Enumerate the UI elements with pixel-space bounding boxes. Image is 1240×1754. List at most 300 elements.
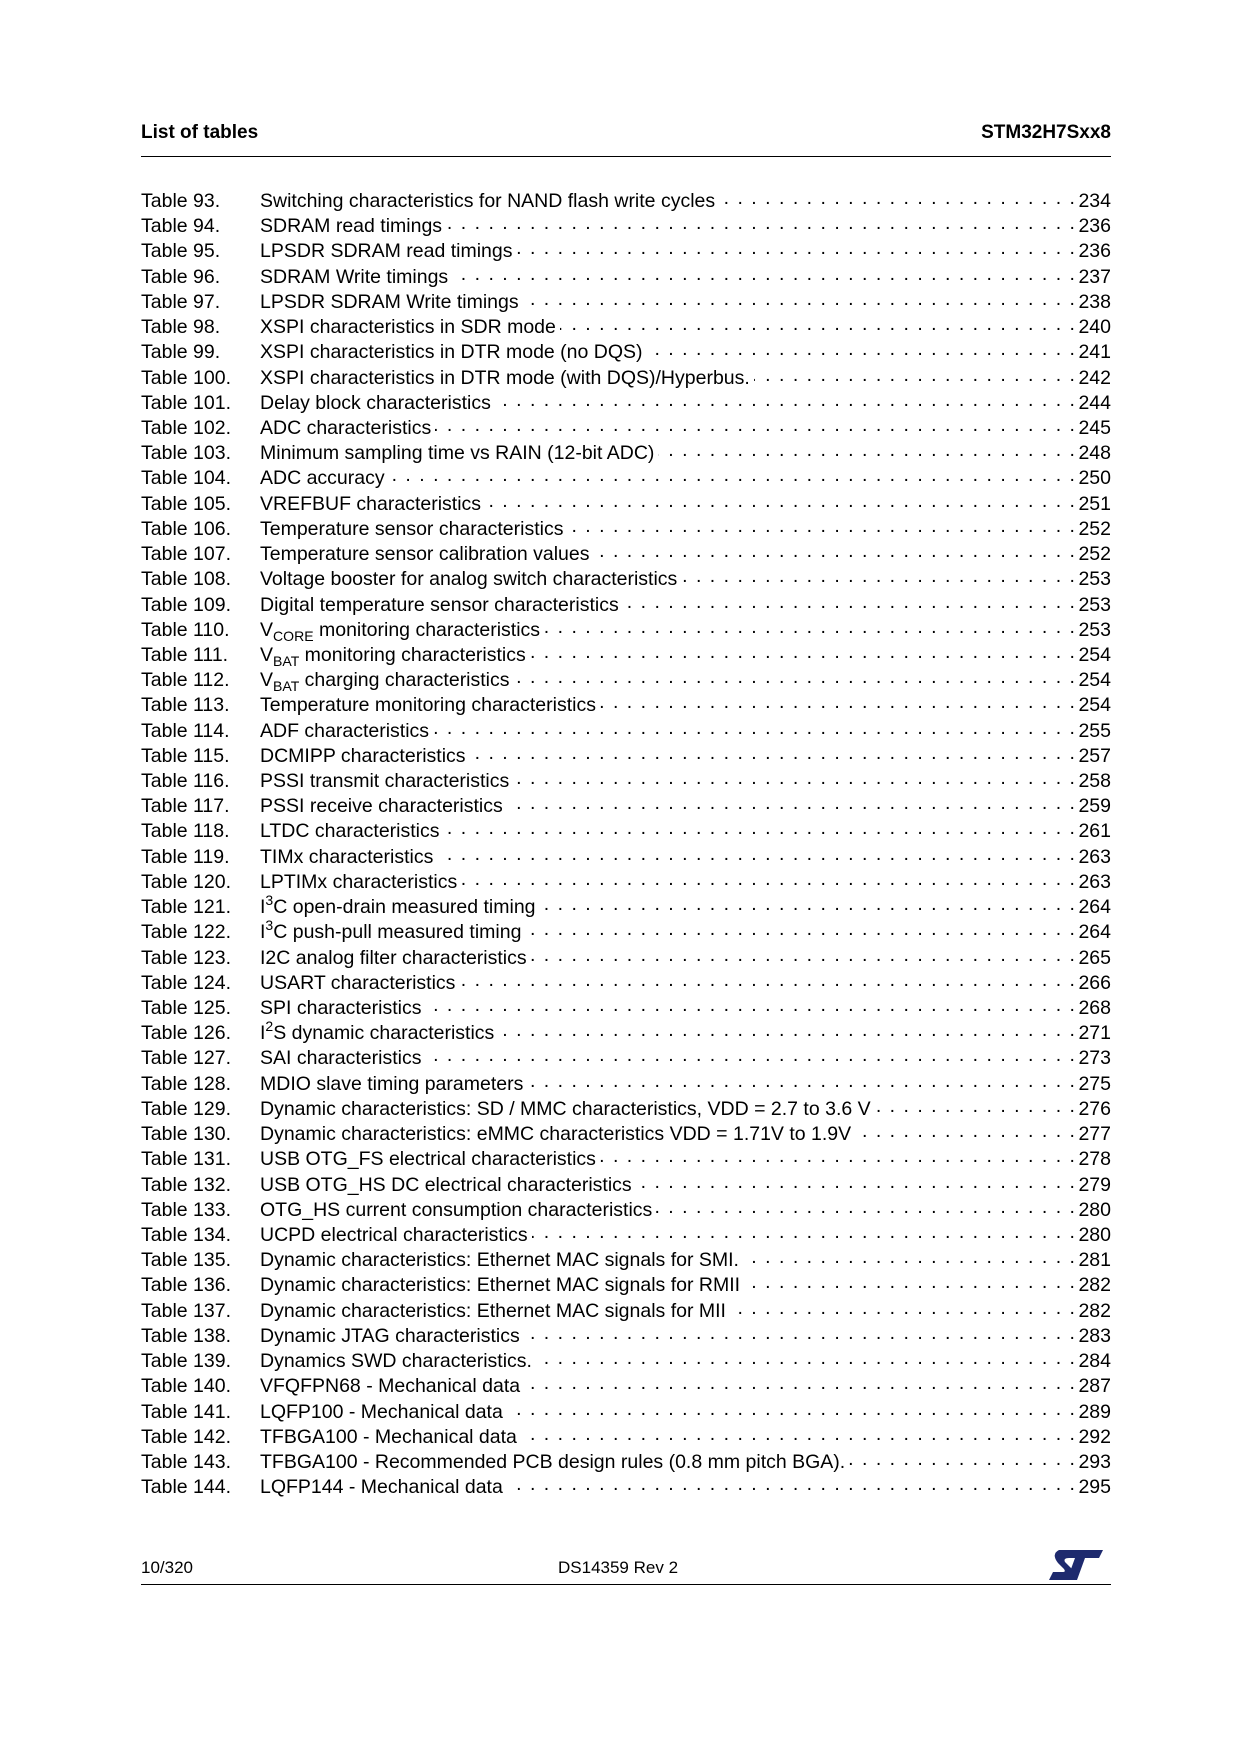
table-number: Table 139. <box>141 1350 231 1373</box>
title-subscript: BAT <box>273 652 300 669</box>
dot-leader <box>658 439 1076 459</box>
title-superscript: 3 <box>265 892 274 909</box>
table-title <box>260 1374 520 1399</box>
table-number: Table 99. <box>141 341 221 364</box>
table-title <box>260 693 596 718</box>
page-ref: 251 <box>1078 492 1111 515</box>
table-number: Table 111. <box>141 643 229 666</box>
page-ref: 271 <box>1078 1022 1111 1045</box>
dot-leader <box>656 1196 1076 1216</box>
page-ref: 245 <box>1078 416 1111 439</box>
title-text: LPSDR SDRAM read timings <box>260 240 513 263</box>
page-ref: 278 <box>1078 1148 1111 1171</box>
dot-leader <box>681 565 1076 585</box>
title-superscript: 2 <box>265 1018 274 1035</box>
dot-leader <box>514 666 1077 686</box>
table-number: Table 93. <box>141 190 221 212</box>
table-number: Table 102. <box>141 416 231 439</box>
table-title <box>260 996 421 1021</box>
toc-entry[interactable] <box>141 1044 1111 1069</box>
page-ref: 253 <box>1078 618 1111 641</box>
toc-entry[interactable] <box>141 1347 1111 1372</box>
title-text: Dynamic JTAG characteristics <box>260 1324 520 1347</box>
table-title <box>260 618 540 644</box>
table-number: Table 110. <box>141 618 230 641</box>
dot-leader <box>875 1095 1077 1115</box>
title-text: LPTIMx characteristics <box>260 870 458 893</box>
page-ref: 287 <box>1078 1375 1111 1398</box>
dot-leader <box>754 364 1077 384</box>
dot-leader <box>389 464 1077 484</box>
dot-leader <box>855 1120 1076 1140</box>
title-text: MDIO slave timing parameters <box>260 1072 524 1095</box>
table-title <box>260 1223 528 1248</box>
dot-leader <box>560 313 1077 333</box>
toc-entry[interactable] <box>141 792 1111 817</box>
toc-entry[interactable] <box>141 1120 1111 1145</box>
table-number: Table 107. <box>141 543 231 566</box>
dot-leader <box>527 1070 1076 1090</box>
dot-leader <box>525 918 1076 938</box>
dot-leader <box>544 616 1076 636</box>
title-text: TIMx characteristics <box>260 845 434 868</box>
title-text: XSPI characteristics in SDR mode <box>260 316 556 339</box>
table-number: Table 125. <box>141 997 231 1019</box>
toc-entry[interactable] <box>141 338 1111 363</box>
table-number: Table 101. <box>141 391 231 414</box>
dot-leader <box>623 591 1077 611</box>
title-text: OTG_HS current consumption characteristics <box>260 1198 653 1221</box>
table-title <box>260 593 619 618</box>
title-text: VREFBUF characteristics <box>260 492 482 515</box>
title-text: USB OTG_FS electrical characteristics <box>260 1148 596 1171</box>
toc-entry[interactable] <box>141 1095 1111 1120</box>
st-logo-shape <box>1049 1550 1103 1580</box>
table-title <box>260 845 433 870</box>
dot-leader <box>485 490 1076 510</box>
table-title <box>260 744 466 769</box>
st-logo-icon <box>1047 1548 1105 1582</box>
title-text: S dynamic characteristics <box>273 1022 495 1045</box>
toc-entry[interactable] <box>141 1145 1111 1170</box>
table-title <box>260 441 654 466</box>
table-number: Table 131. <box>141 1148 231 1171</box>
table-title <box>260 1273 740 1298</box>
toc-entry[interactable] <box>141 313 1111 338</box>
page-ref: 273 <box>1078 1047 1111 1070</box>
table-title <box>260 290 519 315</box>
table-number: Table 121. <box>141 896 231 919</box>
title-text: DCMIPP characteristics <box>260 744 466 767</box>
toc-entry[interactable] <box>141 641 1111 669</box>
table-number: Table 108. <box>141 568 231 591</box>
toc-entry[interactable] <box>141 969 1111 994</box>
table-title <box>260 1400 503 1425</box>
dot-leader <box>461 868 1076 888</box>
title-prefix: V <box>260 669 274 692</box>
dot-leader <box>517 237 1077 257</box>
page-ref: 255 <box>1078 719 1111 742</box>
table-number: Table 94. <box>141 215 221 238</box>
dot-leader <box>498 1019 1076 1039</box>
dot-leader <box>530 641 1077 661</box>
table-title <box>260 466 385 491</box>
table-number: Table 118. <box>141 820 230 843</box>
title-text: PSSI receive characteristics <box>260 795 503 818</box>
dot-leader <box>425 1044 1076 1064</box>
table-number: Table 100. <box>141 366 231 389</box>
title-text: Temperature sensor calibration values <box>260 543 590 566</box>
table-title <box>260 1475 503 1500</box>
table-title <box>260 719 429 744</box>
page-ref: 240 <box>1078 316 1111 339</box>
page-ref: 268 <box>1078 997 1111 1019</box>
table-title <box>260 917 522 946</box>
dot-leader <box>524 1322 1077 1342</box>
table-title <box>260 1122 851 1147</box>
page-ref: 259 <box>1078 795 1111 818</box>
table-number: Table 116. <box>141 770 230 793</box>
dot-leader <box>536 1347 1076 1367</box>
section-title: List of tables <box>141 122 259 143</box>
title-text: LQFP144 - Mechanical data <box>260 1476 503 1499</box>
title-text: LTDC characteristics <box>260 820 440 843</box>
toc-entry[interactable] <box>141 1423 1111 1448</box>
table-number: Table 120. <box>141 870 231 893</box>
table-number: Table 128. <box>141 1072 231 1095</box>
toc-entry[interactable] <box>141 1372 1111 1397</box>
table-title <box>260 794 503 819</box>
title-text: UCPD electrical characteristics <box>260 1223 528 1246</box>
table-number: Table 106. <box>141 517 231 540</box>
table-number: Table 113. <box>141 694 230 717</box>
page-ref: 282 <box>1078 1274 1111 1297</box>
dot-leader <box>594 540 1077 560</box>
dot-leader <box>507 792 1077 812</box>
toc-entry[interactable] <box>141 364 1111 389</box>
page-ref: 284 <box>1078 1350 1111 1373</box>
table-number: Table 117. <box>141 795 230 818</box>
dot-leader <box>433 717 1076 737</box>
title-prefix: V <box>260 618 274 641</box>
table-number: Table 136. <box>141 1274 231 1297</box>
title-text: charging characteristics <box>299 669 510 692</box>
table-title <box>260 946 527 971</box>
table-number: Table 127. <box>141 1047 231 1070</box>
toc-entry[interactable] <box>141 1448 1111 1473</box>
document-id: DS14359 Rev 2 <box>558 1558 679 1577</box>
dot-leader <box>744 1271 1076 1291</box>
toc-entry[interactable] <box>141 414 1111 439</box>
toc-entry[interactable] <box>141 843 1111 868</box>
toc-entry[interactable] <box>141 389 1111 414</box>
title-text: SAI characteristics <box>260 1047 422 1070</box>
table-number: Table 138. <box>141 1324 231 1347</box>
toc-entry[interactable] <box>141 515 1111 540</box>
title-text: ADC accuracy <box>260 467 385 490</box>
table-number: Table 96. <box>141 265 221 288</box>
title-text: Dynamic characteristics: Ethernet MAC signals for SMI. <box>260 1249 739 1272</box>
table-title <box>260 1425 517 1450</box>
toc-entry[interactable] <box>141 490 1111 515</box>
dot-leader <box>647 338 1077 358</box>
toc-entry[interactable] <box>141 817 1111 842</box>
title-text: I2C analog filter characteristics <box>260 946 527 969</box>
title-text: SDRAM read timings <box>260 215 443 238</box>
dot-leader <box>524 1372 1076 1392</box>
title-subscript: BAT <box>273 678 300 695</box>
dot-leader <box>459 969 1076 989</box>
page-header <box>141 118 1111 157</box>
dot-leader <box>435 414 1076 434</box>
table-title <box>260 1248 739 1273</box>
page-ref: 264 <box>1078 896 1111 919</box>
table-number: Table 124. <box>141 971 231 994</box>
dot-leader <box>531 944 1077 964</box>
title-text: LQFP100 - Mechanical data <box>260 1400 503 1423</box>
table-number: Table 95. <box>141 240 221 263</box>
table-title <box>260 1299 726 1324</box>
page-ref: 252 <box>1078 517 1111 540</box>
table-title <box>260 1018 495 1047</box>
dot-leader <box>849 1448 1076 1468</box>
table-title <box>260 315 556 340</box>
dot-leader <box>567 515 1076 535</box>
title-text: XSPI characteristics in DTR mode (no DQS) <box>260 341 643 364</box>
page-ref: 282 <box>1078 1299 1111 1322</box>
table-number: Table 109. <box>141 593 231 616</box>
page-ref: 275 <box>1078 1072 1111 1095</box>
table-title <box>260 391 491 416</box>
table-number: Table 141. <box>141 1400 231 1423</box>
table-title <box>260 1324 520 1349</box>
page-ref: 279 <box>1078 1173 1111 1196</box>
page-ref: 236 <box>1078 215 1111 238</box>
toc-entry[interactable] <box>141 1297 1111 1322</box>
table-title <box>260 214 442 239</box>
title-text: monitoring characteristics <box>313 618 541 641</box>
dot-leader <box>437 843 1076 863</box>
table-title <box>260 416 431 441</box>
toc-entry[interactable] <box>141 1221 1111 1246</box>
table-title <box>260 1450 845 1475</box>
table-number: Table 133. <box>141 1198 231 1221</box>
table-number: Table 142. <box>141 1425 231 1448</box>
table-number: Table 98. <box>141 316 221 339</box>
dot-leader <box>600 691 1076 711</box>
page-ref: 248 <box>1078 442 1111 465</box>
table-title <box>260 239 513 264</box>
dot-leader <box>507 1473 1077 1493</box>
title-text: Dynamic characteristics: Ethernet MAC signals for MII <box>260 1299 726 1322</box>
toc-entry[interactable] <box>141 1271 1111 1296</box>
page-ref: 280 <box>1078 1223 1111 1246</box>
table-number: Table 135. <box>141 1249 231 1272</box>
page-ref: 250 <box>1078 467 1111 490</box>
table-title <box>260 769 509 794</box>
title-text: Temperature sensor characteristics <box>260 517 564 540</box>
toc-entry[interactable] <box>141 591 1111 616</box>
page-ref: 263 <box>1078 845 1111 868</box>
toc-entry[interactable] <box>141 263 1111 288</box>
title-prefix: I <box>260 1022 266 1045</box>
page-ref: 234 <box>1078 190 1111 212</box>
title-text: monitoring characteristics <box>299 643 526 666</box>
table-title <box>260 892 536 921</box>
toc-entry[interactable] <box>141 1019 1111 1044</box>
table-title <box>260 1147 596 1172</box>
toc-entry[interactable] <box>141 994 1111 1019</box>
toc-entry[interactable] <box>141 717 1111 742</box>
table-title <box>260 366 750 391</box>
toc-entry[interactable] <box>141 616 1111 644</box>
title-text: Temperature monitoring characteristics <box>260 694 596 717</box>
list-of-tables <box>141 187 1111 1498</box>
toc-entry[interactable] <box>141 565 1111 590</box>
dot-leader <box>470 742 1077 762</box>
toc-entry[interactable] <box>141 666 1111 695</box>
table-number: Table 130. <box>141 1123 231 1146</box>
dot-leader <box>540 893 1077 913</box>
title-text: LPSDR SDRAM Write timings <box>260 290 519 313</box>
toc-entry[interactable] <box>141 237 1111 262</box>
title-text: Dynamics SWD characteristics. <box>260 1350 532 1373</box>
table-title <box>260 542 590 567</box>
page-ref: 276 <box>1078 1097 1111 1120</box>
toc-entry[interactable] <box>141 1246 1111 1271</box>
table-number: Table 123. <box>141 946 231 969</box>
toc-entry[interactable] <box>141 1171 1111 1196</box>
title-text: ADC characteristics <box>260 416 432 439</box>
page-ref: 292 <box>1078 1425 1111 1448</box>
dot-leader <box>743 1246 1076 1266</box>
page-ref: 253 <box>1078 593 1111 616</box>
page-ref: 254 <box>1078 694 1111 717</box>
title-text: USART characteristics <box>260 971 456 994</box>
page-ref: 283 <box>1078 1324 1111 1347</box>
page-ref: 257 <box>1078 744 1111 767</box>
page-ref: 263 <box>1078 870 1111 893</box>
title-superscript: 3 <box>265 917 274 934</box>
toc-entry[interactable] <box>141 288 1111 313</box>
title-text: TFBGA100 - Mechanical data <box>260 1425 517 1448</box>
page-ref: 244 <box>1078 391 1111 414</box>
dot-leader <box>446 212 1076 232</box>
toc-entry[interactable] <box>141 464 1111 489</box>
page-ref: 266 <box>1078 971 1111 994</box>
title-text: Delay block characteristics <box>260 391 491 414</box>
table-title <box>260 1046 421 1071</box>
title-text: C open-drain measured timing <box>273 896 536 919</box>
table-title <box>260 1097 871 1122</box>
toc-entry[interactable] <box>141 1196 1111 1221</box>
title-text: C push-pull measured timing <box>273 921 522 944</box>
toc-entry[interactable] <box>141 540 1111 565</box>
toc-entry[interactable] <box>141 918 1111 943</box>
title-text: Voltage booster for analog switch characteristics <box>260 568 678 591</box>
table-number: Table 129. <box>141 1097 231 1120</box>
title-text: TFBGA100 - Recommended PCB design rules (0.8 mm pitch BGA). <box>260 1450 846 1473</box>
page-ref: 258 <box>1078 770 1111 793</box>
dot-leader <box>523 288 1077 308</box>
page-ref: 277 <box>1078 1123 1111 1146</box>
toc-entry[interactable] <box>141 944 1111 969</box>
toc-entry[interactable] <box>141 1322 1111 1347</box>
title-text: SPI characteristics <box>260 997 422 1019</box>
title-prefix: I <box>260 921 266 944</box>
toc-entry[interactable] <box>141 742 1111 767</box>
title-text: PSSI transmit characteristics <box>260 770 510 793</box>
page-ref: 238 <box>1078 290 1111 313</box>
title-prefix: I <box>260 896 266 919</box>
table-title <box>260 668 510 694</box>
table-number: Table 105. <box>141 492 231 515</box>
table-number: Table 119. <box>141 845 230 868</box>
dot-leader <box>444 817 1077 837</box>
table-title <box>260 643 526 669</box>
page-ref: 252 <box>1078 543 1111 566</box>
page-ref: 265 <box>1078 946 1111 969</box>
title-text: Switching characteristics for NAND flash write cycles <box>260 190 716 212</box>
page-ref: 293 <box>1078 1450 1111 1473</box>
page-ref: 241 <box>1078 341 1111 364</box>
toc-entry[interactable] <box>141 1070 1111 1095</box>
toc-entry[interactable] <box>141 868 1111 893</box>
table-title <box>260 819 440 844</box>
toc-entry[interactable] <box>141 767 1111 792</box>
page-ref: 254 <box>1078 669 1111 692</box>
title-text: SDRAM Write timings <box>260 265 449 288</box>
table-number: Table 114. <box>141 719 230 742</box>
dot-leader <box>452 263 1076 283</box>
title-text: ADF characteristics <box>260 719 430 742</box>
table-title <box>260 1173 632 1198</box>
table-number: Table 134. <box>141 1223 231 1246</box>
toc-entry[interactable] <box>141 212 1111 237</box>
dot-leader <box>507 1398 1077 1418</box>
dot-leader <box>600 1145 1077 1165</box>
table-title <box>260 1198 652 1223</box>
product-name: STM32H7Sxx8 <box>981 122 1111 143</box>
toc-entry[interactable] <box>141 187 1111 212</box>
title-text: USB OTG_HS DC electrical characteristics <box>260 1173 632 1196</box>
toc-entry[interactable] <box>141 893 1111 918</box>
table-number: Table 115. <box>141 744 230 767</box>
title-text: Dynamic characteristics: SD / MMC characteristics, VDD = 2.7 to 3.6 V <box>260 1097 871 1120</box>
dot-leader <box>730 1297 1076 1317</box>
page-ref: 236 <box>1078 240 1111 263</box>
table-number: Table 103. <box>141 442 231 465</box>
table-number: Table 143. <box>141 1450 231 1473</box>
page-ref: 254 <box>1078 643 1111 666</box>
table-number: Table 112. <box>141 669 230 692</box>
toc-entry[interactable] <box>141 691 1111 716</box>
table-title <box>260 1349 532 1374</box>
table-title <box>260 340 643 365</box>
page-ref: 281 <box>1078 1249 1111 1272</box>
table-number: Table 122. <box>141 921 231 944</box>
dot-leader <box>532 1221 1077 1241</box>
table-number: Table 104. <box>141 467 231 490</box>
dot-leader <box>425 994 1076 1014</box>
toc-entry[interactable] <box>141 1473 1111 1498</box>
toc-entry[interactable] <box>141 1398 1111 1423</box>
title-text: Dynamic characteristics: eMMC characteristics VDD = 1.71V to 1.9V <box>260 1123 852 1146</box>
table-title <box>260 492 481 517</box>
page-ref: 280 <box>1078 1198 1111 1221</box>
page-ref: 289 <box>1078 1400 1111 1423</box>
toc-entry[interactable] <box>141 439 1111 464</box>
